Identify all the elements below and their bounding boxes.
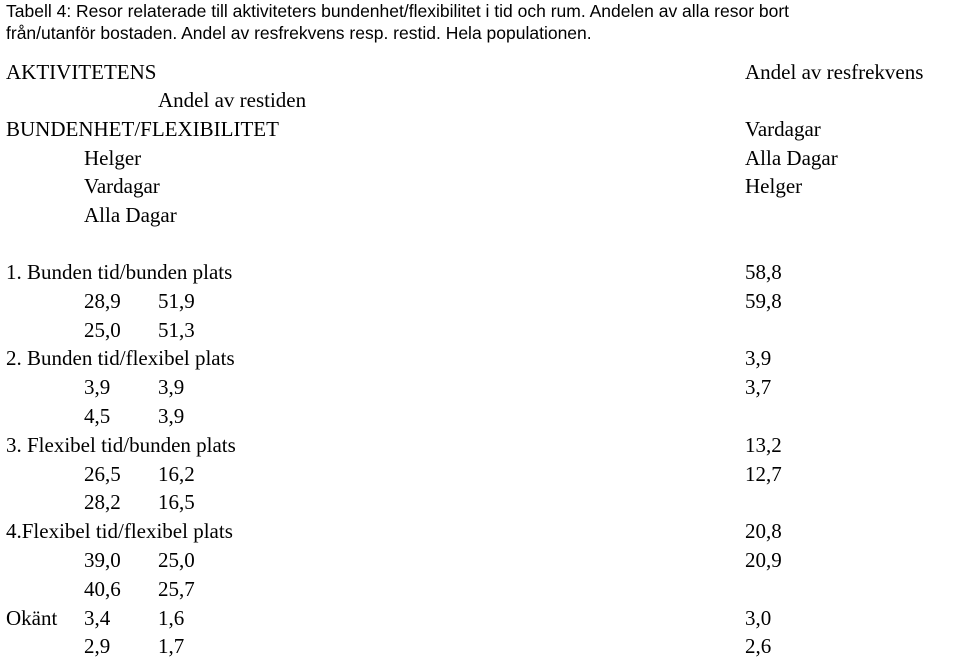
time-col-header: Helger <box>84 146 142 170</box>
time-value: 25,0 <box>158 548 195 572</box>
row-label: 1. Bunden tid/bunden plats <box>6 260 233 284</box>
header-bundenhet: BUNDENHET/FLEXIBILITET <box>6 117 279 141</box>
freq-value: 3,9 <box>745 346 772 370</box>
okant-value: 2,6 <box>745 634 772 658</box>
row-label: 4.Flexibel tid/flexibel plats <box>6 519 233 543</box>
time-value: 3,9 <box>158 375 185 399</box>
time-value: 3,9 <box>84 375 111 399</box>
okant-value: 1,6 <box>158 606 185 630</box>
header-aktivitetens: AKTIVITETENS <box>6 60 157 84</box>
freq-col-header: Helger <box>745 174 803 198</box>
freq-value: 58,8 <box>745 260 782 284</box>
freq-value: 20,8 <box>745 519 782 543</box>
okant-label: Okänt <box>6 606 58 630</box>
time-value: 4,5 <box>84 404 111 428</box>
okant-value: 3,4 <box>84 606 111 630</box>
time-value: 16,5 <box>158 490 195 514</box>
header-andel-restiden: Andel av restiden <box>158 88 307 112</box>
time-col-header: Vardagar <box>84 174 160 198</box>
okant-value: 2,9 <box>84 634 111 658</box>
freq-value: 12,7 <box>745 462 782 486</box>
time-value: 51,3 <box>158 318 195 342</box>
row-label: 2. Bunden tid/flexibel plats <box>6 346 235 370</box>
time-value: 28,9 <box>84 289 121 313</box>
freq-value: 13,2 <box>745 433 782 457</box>
freq-col-header: Alla Dagar <box>745 146 838 170</box>
table-caption-line-2: från/utanför bostaden. Andel av resfrekvens resp. restid. Hela populationen. <box>6 23 592 43</box>
time-value: 26,5 <box>84 462 121 486</box>
time-value: 28,2 <box>84 490 121 514</box>
freq-value: 59,8 <box>745 289 782 313</box>
time-value: 25,7 <box>158 577 195 601</box>
time-value: 51,9 <box>158 289 195 313</box>
table-caption-line-1: Tabell 4: Resor relaterade till aktiviteters bundenhet/flexibilitet i tid och rum. Andelen av alla resor bort <box>6 1 790 21</box>
time-value: 25,0 <box>84 318 121 342</box>
time-value: 39,0 <box>84 548 121 572</box>
freq-col-header: Vardagar <box>745 117 821 141</box>
okant-value: 3,0 <box>745 606 772 630</box>
freq-value: 3,7 <box>745 375 772 399</box>
okant-value: 1,7 <box>158 634 185 658</box>
time-value: 3,9 <box>158 404 185 428</box>
time-col-header: Alla Dagar <box>84 203 177 227</box>
freq-value: 20,9 <box>745 548 782 572</box>
header-andel-resfrekvens: Andel av resfrekvens <box>745 60 924 84</box>
row-label: 3. Flexibel tid/bunden plats <box>6 433 236 457</box>
time-value: 40,6 <box>84 577 121 601</box>
time-value: 16,2 <box>158 462 195 486</box>
